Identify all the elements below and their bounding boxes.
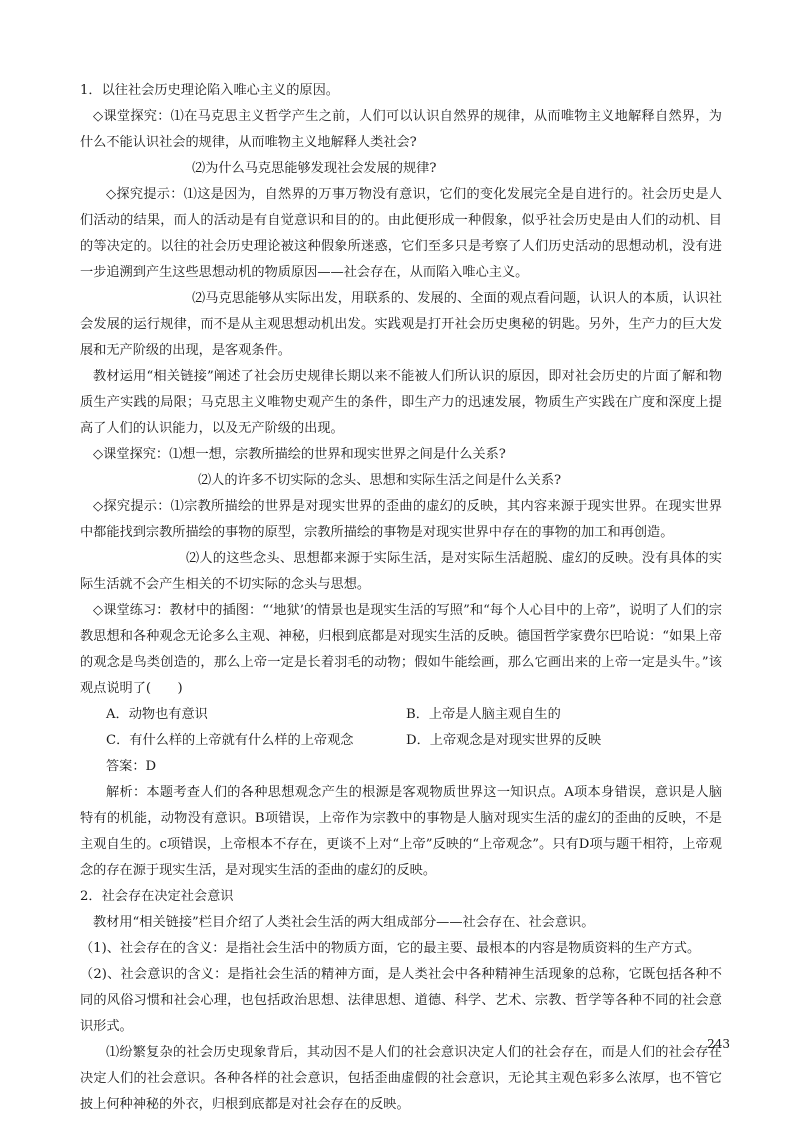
paragraph: （1)、社会存在的含义：是指社会生活中的物质方面，它的最主要、最根本的内容是物质资料的生产方式。: [80, 941, 701, 956]
paragraph: ⑵马克思能够从实际出发，用联系的、发展的、全面的观点看问题，认识人的本质，认识社会发展的运行规律，而不是从主观思想动机出发。实践观是打开社会历史奥秘的钥匙。另外，生产力的巨大发展和无产阶级的出现，是客观条件。: [80, 291, 722, 358]
paragraph: ◇课堂探究：⑴在马克思主义哲学产生之前，人们可以认识自然界的规律，从而唯物主义地解释自然界，为什么不能认识社会的规律，从而唯物主义地解释人类社会?: [80, 109, 722, 150]
page-number: 243: [707, 1037, 730, 1051]
answer-options: [80, 702, 722, 754]
paragraph: ⑵人的许多不切实际的念头、思想和实际生活之间是什么关系?: [198, 473, 562, 488]
paragraph: 教材运用“相关链接”阐述了社会历史规律长期以来不能被人们所认识的原因，即对社会历史的片面了解和物质生产实践的局限；马克思主义唯物史观产生的条件，即生产力的迅速发展，物质生产实践在广度和深度上提高了人们的认识能力，以及无产阶级的出现。: [80, 369, 722, 436]
document-body: [80, 78, 722, 1118]
option-b: B．上帝是人脑主观自生的: [406, 707, 561, 722]
paragraph: ⑵人的这些念头、思想都来源于实际生活，是对实际生活超脱、虚幻的反映。没有具体的实际生活就不会产生相关的不切实际的念头与思想。: [80, 551, 722, 592]
paragraph: ◇探究提示：⑴宗教所描绘的世界是对现实世界的歪曲的虚幻的反映，其内容来源于现实世界。在现实世界中都能找到宗教所描绘的事物的原型，宗教所描绘的事物是对现实世界中存在的事物的加工和再创造。: [80, 499, 722, 540]
option-d: D．上帝观念是对现实世界的反映: [406, 733, 602, 748]
section-heading-2: 2．社会存在决定社会意识: [80, 889, 234, 904]
section-heading-1: 1．以往社会历史理论陷入唯心主义的原因。: [80, 83, 339, 98]
paragraph: ◇课堂探究：⑴想一想，宗教所描绘的世界和现实世界之间是什么关系?: [93, 447, 506, 462]
option-c: C．有什么样的上帝就有什么样的上帝观念: [106, 733, 354, 748]
analysis-paragraph: 解析：本题考查人们的各种思想观念产生的根源是客观物质世界这一知识点。A项本身错误，意识是人脑特有的机能，动物没有意识。B项错误，上帝作为宗教中的事物是人脑对现实生活的虚幻的歪曲的反映，不是主观自生的。c项错误，上帝根本不存在，更谈不上对“上帝”反映的“上帝观念”。只有D项与题干相符，上帝观念的存在源于现实生活，是对现实生活的歪曲的虚幻的反映。: [80, 785, 722, 878]
paragraph: ⑵为什么马克思能够发现社会发展的规律?: [192, 161, 437, 176]
paragraph: ◇探究提示：⑴这是因为，自然界的万事万物没有意识，它们的变化发展完全是自进行的。社会历史是人们活动的结果，而人的活动是有自觉意识和目的的。由此便形成一种假象，似乎社会历史是由人们的动机、目的等决定的。以往的社会历史理论被这种假象所迷惑，它们至多只是考察了人们历史活动的思想动机，没有进一步追溯到产生这些思想动机的物质原因——社会存在，从而陷入唯心主义。: [80, 187, 722, 280]
paragraph: （2)、社会意识的含义：是指社会生活的精神方面，是人类社会中各种精神生活现象的总称，它既包括各种不同的风俗习惯和社会心理，也包括政治思想、法律思想、道德、科学、艺术、宗教、哲学等各种不同的社会意识形式。: [80, 967, 722, 1034]
option-a: A．动物也有意识: [106, 707, 208, 722]
paragraph: 教材用“相关链接”栏目介绍了人类社会生活的两大组成部分——社会存在、社会意识。: [93, 915, 595, 930]
paragraph: ◇课堂练习：教材中的插图：“‘地狱’的情景也是现实生活的写照”和“每个人心目中的上帝”，说明了人们的宗教思想和各种观念无论多么主观、神秘，归根到底都是对现实生活的反映。德国哲学家费尔巴哈说：“如果上帝的观念是鸟类创造的，那么上帝一定是长着羽毛的动物；假如牛能绘画，那么它画出来的上帝一定是头牛。”该观点说明了( ): [80, 603, 722, 696]
paragraph: ⑴纷繁复杂的社会历史现象背后，其动因不是人们的社会意识决定人们的社会存在，而是人们的社会存在决定人们的社会意识。各种各样的社会意识，包括歪曲虚假的社会意识，无论其主观色彩多么浓厚，也不管它披上何种神秘的外衣，归根到底都是对社会存在的反映。: [80, 1045, 722, 1112]
answer-line: 答案：D: [106, 759, 157, 774]
